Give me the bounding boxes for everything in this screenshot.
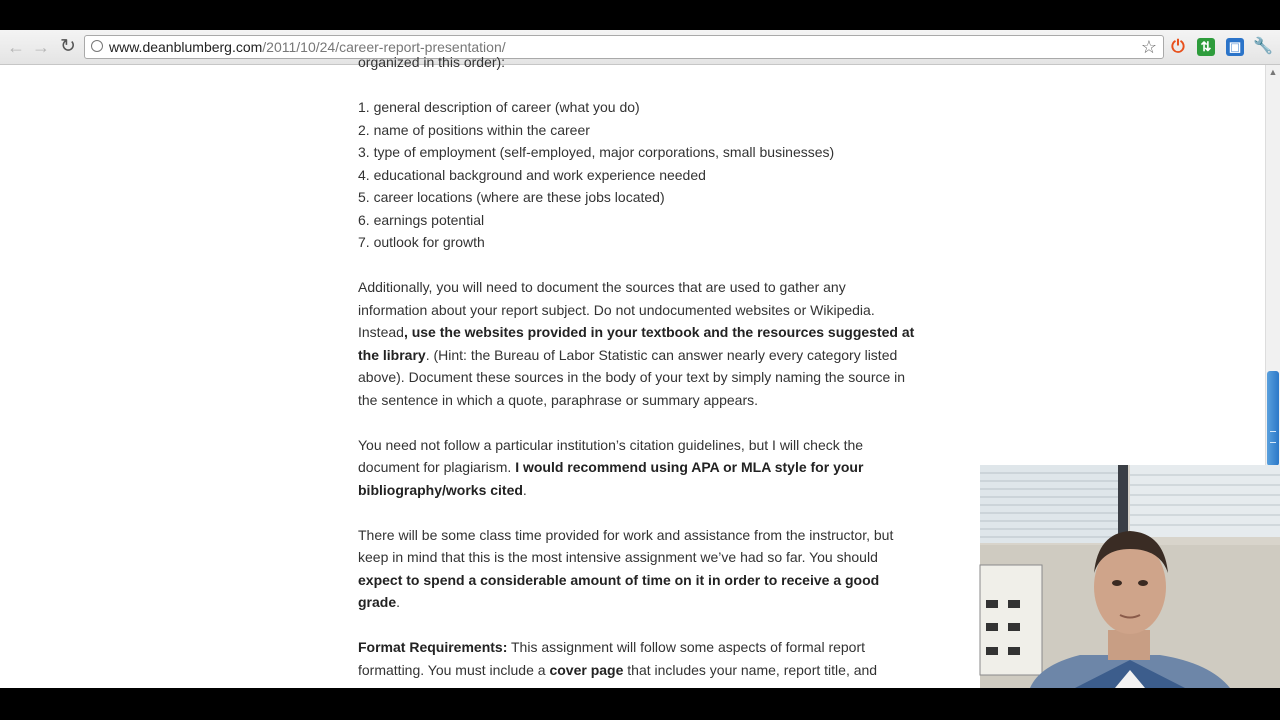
article-body xyxy=(358,51,918,704)
list-item: 7. outlook for growth xyxy=(358,234,485,250)
list-item: 6. earnings potential xyxy=(358,211,485,228)
sources-paragraph xyxy=(358,276,918,411)
screen-extension-icon[interactable]: ▣ xyxy=(1226,38,1244,56)
time-text-2: . xyxy=(396,594,401,610)
format-paragraph xyxy=(358,636,918,681)
time-paragraph xyxy=(358,524,918,614)
list-item: 4. educational background and work experience needed xyxy=(358,166,706,183)
wrench-icon[interactable]: 🔧 xyxy=(1253,38,1273,55)
scrollbar-thumb[interactable] xyxy=(1267,371,1279,466)
list-item: 2. name of positions within the career xyxy=(358,121,590,138)
arrow-right-icon: → xyxy=(32,37,50,57)
sources-text-1: Additionally, you will need to document the sources that are used to gather any information about your report subject. Do not undocumented websites or Wikipedia. Instead xyxy=(358,279,875,340)
list-item: 1. general description of career (what you do) xyxy=(358,99,640,115)
reload-button[interactable] xyxy=(57,36,79,58)
requirements-list xyxy=(358,96,918,254)
sources-text-2: . (Hint: the Bureau of Labor Statistic can answer nearly every category listed above). Document these sources in the body of your text by simply naming the source in the sentence in which a quote, paraphrase or summary appears. xyxy=(358,346,906,408)
power-extension-icon[interactable]: ⏻ xyxy=(1171,37,1185,56)
globe-icon xyxy=(91,40,103,52)
time-text-1: There will be some class time provided for work and assistance from the instructor, but keep in mind that this is the most intensive assignment we’ve had so far. You should xyxy=(358,526,894,565)
citation-text-1: You need not follow a particular institution’s citation guidelines, but I will check the document for plagiarism. xyxy=(358,436,864,475)
time-bold-1: expect to spend a considerable amount of time on it in order to receive a good grade xyxy=(358,571,880,610)
format-bold-2: cover page xyxy=(549,661,624,678)
format-bold-1: Format Requirements: xyxy=(358,639,508,655)
citation-text-2: . xyxy=(522,481,527,498)
grip-icon xyxy=(1270,431,1276,443)
forward-button[interactable] xyxy=(30,36,52,58)
reload-icon: ↻ xyxy=(60,36,76,57)
url-host: www.deanblumberg.com xyxy=(109,39,263,55)
url-path: /2011/10/24/career-report-presentation/ xyxy=(262,39,506,55)
screen-top-bar xyxy=(0,0,1280,30)
citation-paragraph xyxy=(358,434,918,502)
star-icon[interactable]: ☆ xyxy=(1140,37,1157,57)
webcam-image xyxy=(980,465,1280,688)
format-text-1: This assignment will follow some aspects of formal report formatting. You must include a xyxy=(358,639,866,678)
citation-bold-1: I would recommend using APA or MLA style for your bibliography/works cited xyxy=(358,459,864,498)
scroll-up-arrow-icon[interactable]: ▲ xyxy=(1268,67,1278,77)
arrow-left-icon: ← xyxy=(7,37,25,57)
back-button[interactable] xyxy=(5,36,27,58)
list-item: 3. type of employment (self-employed, major corporations, small businesses) xyxy=(358,144,835,160)
intro-line xyxy=(358,51,918,74)
webcam-overlay xyxy=(980,465,1280,688)
sources-bold-1: , use the websites provided in your textbook and the resources suggested at the library xyxy=(358,324,915,363)
list-item: 5. career locations (where are these jobs located) xyxy=(358,189,665,205)
format-text-2: that includes your name, report title, and xyxy=(623,661,878,678)
screen-bottom-bar xyxy=(0,688,1280,720)
intro-text: organized in this order): xyxy=(358,54,506,70)
green-extension-icon[interactable]: ⇅ xyxy=(1197,38,1215,56)
